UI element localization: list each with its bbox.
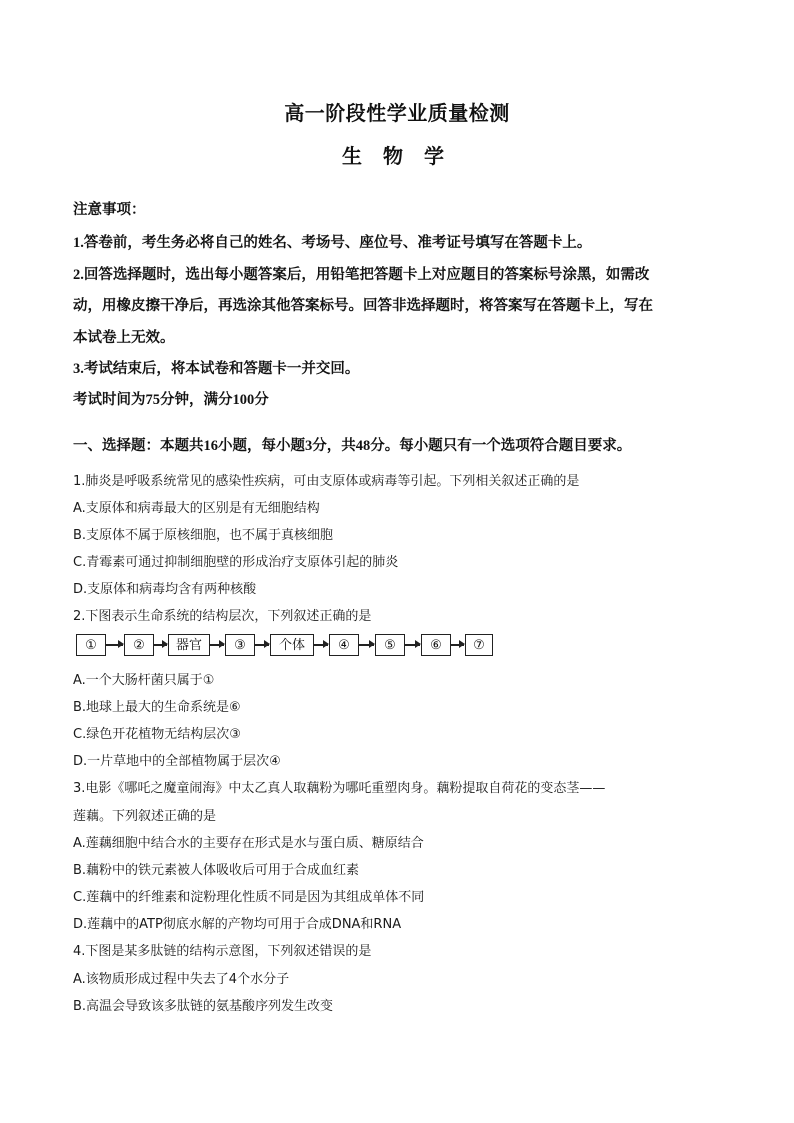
- q3-option-d: D.莲藕中的ATP彻底水解的产物均可用于合成DNA和RNA: [73, 917, 402, 932]
- notice-item-2-line-3: 本试卷上无效。: [73, 330, 175, 346]
- q4-option-b: B.高温会导致该多肽链的氨基酸序列发生改变: [73, 999, 334, 1014]
- q3-option-c: C.莲藕中的纤维素和淀粉理化性质不同是因为其组成单体不同: [73, 890, 425, 905]
- exam-title: 高一阶段性学业质量检测: [284, 103, 510, 125]
- arrow-icon: [313, 644, 328, 646]
- q1-option-d: D.支原体和病毒均含有两种核酸: [73, 582, 257, 597]
- notice-item-1: 1.答卷前，考生务必将自己的姓名、考场号、座位号、准考证号填写在答题卡上。: [73, 235, 592, 251]
- arrow-icon: [450, 644, 464, 646]
- hierarchy-level-individual: 个体: [270, 634, 314, 656]
- life-system-hierarchy-diagram: [73, 634, 493, 658]
- q4-stem: 4.下图是某多肽链的结构示意图，下列叙述错误的是: [73, 944, 372, 959]
- hierarchy-level-3: ③: [225, 634, 255, 656]
- arrow-icon: [153, 644, 167, 646]
- arrow-icon: [404, 644, 420, 646]
- q2-option-d: D.一片草地中的全部植物属于层次④: [73, 754, 281, 769]
- q2-option-c: C.绿色开花植物无结构层次③: [73, 727, 241, 742]
- q3-stem-line-2: 莲藕。下列叙述正确的是: [73, 809, 217, 824]
- hierarchy-level-2: ②: [124, 634, 154, 656]
- q1-option-a: A.支原体和病毒最大的区别是有无细胞结构: [73, 501, 320, 516]
- notice-item-3: 3.考试结束后，将本试卷和答题卡一并交回。: [73, 361, 360, 377]
- notice-heading: 注意事项：: [73, 202, 146, 218]
- subject-title: 生 物 学: [342, 146, 452, 168]
- hierarchy-level-7: ⑦: [465, 634, 493, 656]
- q1-stem: 1.肺炎是呼吸系统常见的感染性疾病，可由支原体或病毒等引起。下列相关叙述正确的是: [73, 474, 580, 489]
- q4-option-a: A.该物质形成过程中失去了4个水分子: [73, 972, 290, 987]
- q3-option-a: A.莲藕细胞中结合水的主要存在形式是水与蛋白质、糖原结合: [73, 836, 424, 851]
- q3-stem-line-1: 3.电影《哪吒之魔童闹海》中太乙真人取藕粉为哪吒重塑肉身。藕粉提取自荷花的变态茎——: [73, 781, 606, 796]
- hierarchy-level-organ: 器官: [168, 634, 210, 656]
- arrow-icon: [209, 644, 224, 646]
- hierarchy-level-6: ⑥: [421, 634, 451, 656]
- hierarchy-level-1: ①: [76, 634, 106, 656]
- notice-item-2-line-2: 动，用橡皮擦干净后，再选涂其他答案标号。回答非选择题时，将答案写在答题卡上，写在: [73, 298, 653, 314]
- arrow-icon: [358, 644, 374, 646]
- q2-option-a: A.一个大肠杆菌只属于①: [73, 673, 215, 688]
- hierarchy-level-4: ④: [329, 634, 359, 656]
- q3-option-b: B.藕粉中的铁元素被人体吸收后可用于合成血红素: [73, 863, 360, 878]
- hierarchy-level-5: ⑤: [375, 634, 405, 656]
- exam-time: 考试时间为75分钟，满分100分: [73, 392, 269, 408]
- q2-stem: 2.下图表示生命系统的结构层次，下列叙述正确的是: [73, 609, 372, 624]
- arrow-icon: [105, 644, 123, 646]
- notice-item-2-line-1: 2.回答选择题时，选出每小题答案后，用铅笔把答题卡上对应题目的答案标号涂黑，如需改: [73, 267, 650, 283]
- q1-option-b: B.支原体不属于原核细胞，也不属于真核细胞: [73, 528, 334, 543]
- q1-option-c: C.青霉素可通过抑制细胞壁的形成治疗支原体引起的肺炎: [73, 555, 399, 570]
- section-1-heading: 一、选择题：本题共16小题，每小题3分，共48分。每小题只有一个选项符合题目要求。: [73, 438, 632, 454]
- q2-option-b: B.地球上最大的生命系统是⑥: [73, 700, 241, 715]
- arrow-icon: [254, 644, 269, 646]
